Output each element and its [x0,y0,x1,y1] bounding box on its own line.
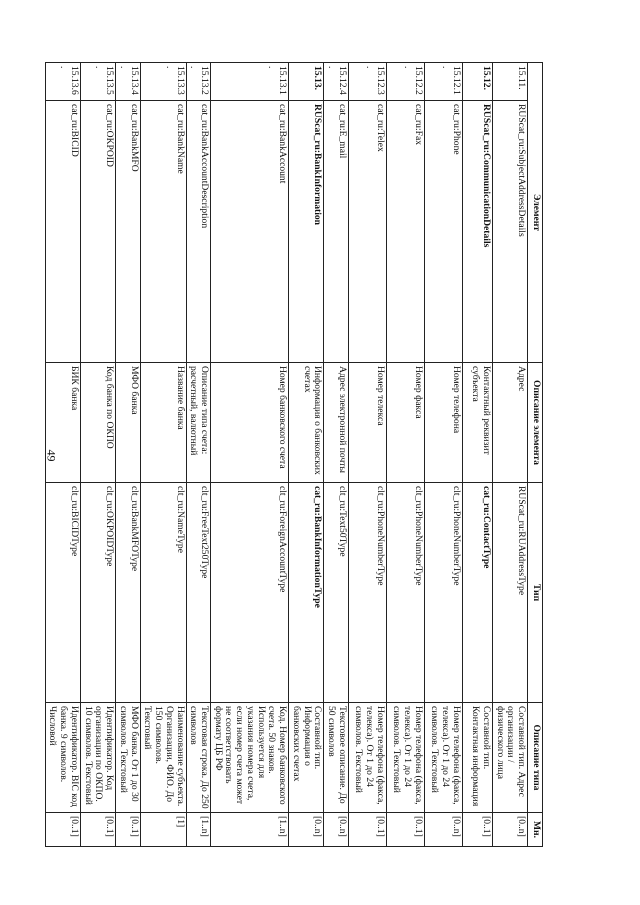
row-element-description: Описание типа счета: расчетный, валютный [186,363,210,483]
row-number: 15.12.1. [424,63,462,101]
row-type-description: Номер телефона (факса, телекса). От 1 до 24 символов. Текстовый [348,703,386,813]
header-type-description: Описание типа [528,703,543,813]
row-element: cat_ru:BankAccount [210,101,288,363]
row-multiplicity: [0..1] [80,813,115,847]
table-row [116,63,140,847]
row-type-description: Код. Номер банковского счета. 50 знаков. Используется для указания номера счета, если номер счета может не соответствовать формату ЦБ РФ [210,703,288,813]
row-element: cat_ru:E_mail [324,101,348,363]
row-number: 15.13.1. [210,63,288,101]
row-type: clt_ru:PhoneNumberType [424,483,462,703]
row-multiplicity: [0..n] [324,813,348,847]
row-type: clt_ru:PhoneNumberType [348,483,386,703]
row-element-description: Контактный реквизит субъекта [462,363,492,483]
row-number: 15.11. [492,63,527,101]
table-row [186,63,210,847]
row-element: RUScat_ru:BankInformation [289,101,324,363]
row-element: cat_ru:Telex [348,101,386,363]
row-multiplicity: [1..n] [186,813,210,847]
table-row [210,63,288,847]
row-type: clt_ru:NameType [140,483,186,703]
table-row [140,63,186,847]
table-row [462,63,492,847]
row-element-description: Номер факса [386,363,424,483]
row-type: cat_ru:BankInformationType [289,483,324,703]
header-element: Элемент [528,63,543,363]
row-element: cat_ru:BankMFO [116,101,140,363]
row-type-description: Номер телефона (факса, телекса). От 1 до 24 символов. Текстовый [386,703,424,813]
row-multiplicity: [0..1] [348,813,386,847]
row-element: cat_ru:BankName [140,101,186,363]
row-multiplicity: [0..1] [45,813,80,847]
row-element-description: Код банка по ОКПО [80,363,115,483]
row-type-description: Составной тип. Информация о банковских счетах [289,703,324,813]
row-multiplicity: [0..n] [289,813,324,847]
row-type: clt_ru:OKPOIDType [80,483,115,703]
row-number: 15.13. [289,63,324,101]
row-number: 15.12.2. [386,63,424,101]
row-type-description: Наименование субъекта. Организации, ФИО. До 150 символов. Текстовый [140,703,186,813]
row-multiplicity: [0..n] [424,813,462,847]
row-multiplicity: [0..1] [462,813,492,847]
header-multiplicity: Мн. [528,813,543,847]
row-number: 15.13.4. [116,63,140,101]
row-element: cat_ru:OKPOID [80,101,115,363]
table-row [386,63,424,847]
row-element-description: Номер телефона [424,363,462,483]
header-type: Тип [528,483,543,703]
row-element: cat_ru:BankAccountDescription [186,101,210,363]
row-type: clt_ru:FreeText250Type [186,483,210,703]
row-type-description: Идентификатор. Код организации по ОКПО. 10 символов. Текстовый [80,703,115,813]
row-number: 15.13.5. [80,63,115,101]
row-element-description: Адрес [492,363,527,483]
row-multiplicity: [0..n] [492,813,527,847]
table-header-row [528,63,543,847]
row-type-description: Текстовое описание. До 50 символов [324,703,348,813]
table-row [45,63,80,847]
row-element: RUScat_ru:CommunicationDetails [462,101,492,363]
row-type: clt_ru:ForeignAccountType [210,483,288,703]
row-type-description: Номер телефона (факса, телекса). От 1 до 24 символов. Текстовый [424,703,462,813]
row-number: 15.12.3. [348,63,386,101]
table-row [289,63,324,847]
row-multiplicity: [0..1] [116,813,140,847]
row-element-description: Адрес электронной почты [324,363,348,483]
row-type: clt_ru:BankMFOType [116,483,140,703]
row-type-description: Идентификатор. BIC код банка. 9 символов. Числовой [45,703,80,813]
row-number: 15.12.4. [324,63,348,101]
row-multiplicity: [0..1] [386,813,424,847]
page-number: 49 [44,449,59,462]
row-type: clt_ru:Text50Type [324,483,348,703]
row-type: cat_ru:ContactType [462,483,492,703]
row-element-description: Название банка [140,363,186,483]
schema-table [45,62,543,847]
header-element-description: Описание элемента [528,363,543,483]
row-element: cat_ru:Fax [386,101,424,363]
row-number: 15.13.6. [45,63,80,101]
row-multiplicity: [1..n] [210,813,288,847]
row-element-description: Номер телекса [348,363,386,483]
row-type: RUScat_ru:RUAddressType [492,483,527,703]
table-row [324,63,348,847]
row-element-description: МФО банка [116,363,140,483]
row-element: cat_ru:Phone [424,101,462,363]
row-element-description: Номер банковского счета [210,363,288,483]
row-number: 15.13.2. [186,63,210,101]
row-type-description: МФО банка. От 1 до 30 символов. Текстовый [116,703,140,813]
row-multiplicity: [1] [140,813,186,847]
row-type-description: Составной тип. Адрес организации / физического лица [492,703,527,813]
row-type-description: Текстовая строка. До 250 символов [186,703,210,813]
row-type: clt_ru:BICIDType [45,483,80,703]
row-type-description: Составной тип. Контактная информация [462,703,492,813]
row-element: cat_ru:BICID [45,101,80,363]
row-number: 15.13.3. [140,63,186,101]
row-type: clt_ru:PhoneNumberType [386,483,424,703]
table-row [80,63,115,847]
row-element-description: Информация о банковских счетах [289,363,324,483]
table-row [424,63,462,847]
table-row [348,63,386,847]
row-element: RUScat_ru:SubjectAddressDetails [492,101,527,363]
table-row [492,63,527,847]
row-element-description: БИК банка [45,363,80,483]
row-number: 15.12. [462,63,492,101]
